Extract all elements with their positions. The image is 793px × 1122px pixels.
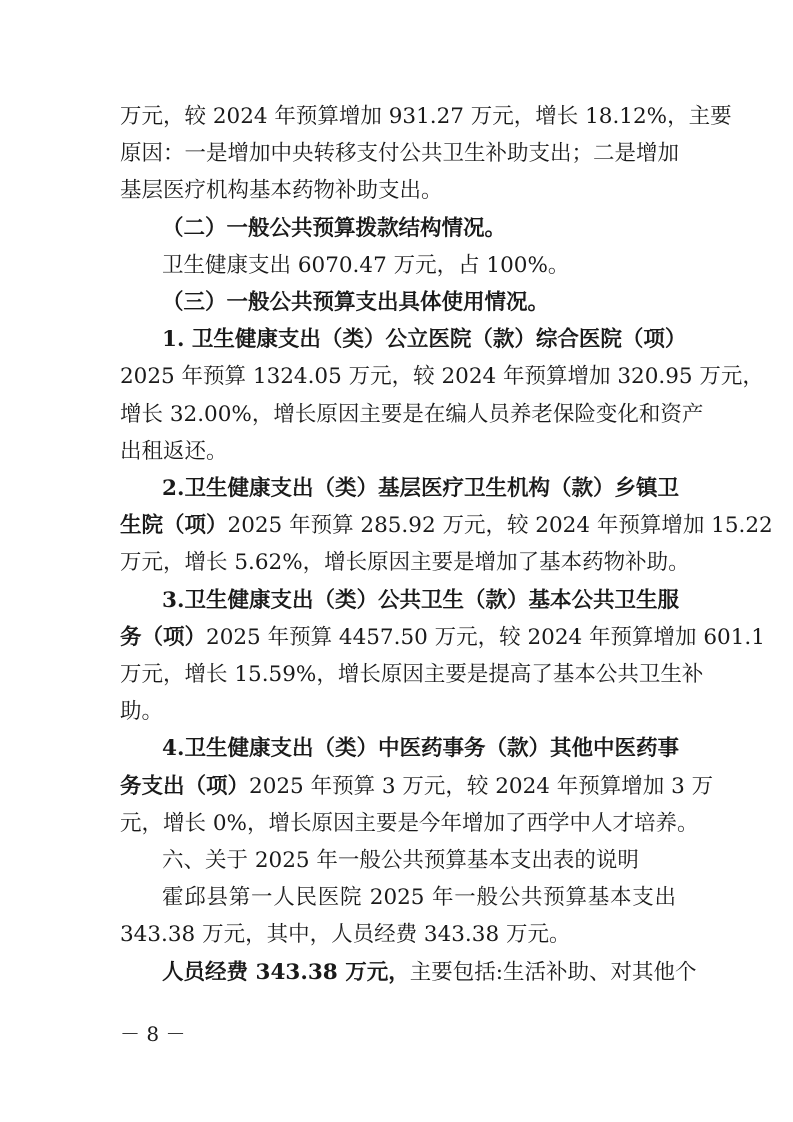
item-heading — [162, 321, 687, 358]
paragraph-line — [120, 768, 714, 805]
paragraph-line — [120, 396, 704, 433]
line-text: 2025 年预算 3 万元，较 2024 年预算增加 3 万 — [249, 773, 714, 799]
item-heading — [162, 470, 679, 507]
line-text: 万元，较 2024 年预算增加 931.27 万元，增长 18.12%，主要 — [120, 104, 732, 129]
paragraph-line — [120, 135, 680, 172]
line-text: 增长 32.00%，增长原因主要是在编人员养老保险变化和资产 — [120, 401, 704, 427]
line-text: 主要包括:生活补助、对其他个 — [409, 959, 697, 985]
section-heading — [162, 210, 676, 247]
paragraph-line — [162, 247, 676, 284]
inline-bold: 务支出（项） — [120, 773, 250, 799]
paragraph-line — [162, 954, 697, 991]
line-text: 2025 年预算 285.92 万元，较 2024 年预算增加 15.22 — [227, 513, 773, 539]
paragraph-line — [120, 693, 676, 730]
paragraph-line — [120, 358, 764, 395]
inline-bold: 人员经费 343.38 万元， — [162, 959, 410, 985]
heading-text: 1. 卫生健康支出（类）公立医院（款）综合医院（项） — [162, 327, 687, 353]
line-text: 出租返还。 — [120, 438, 228, 464]
paragraph-line — [120, 916, 676, 953]
line-text: 卫生健康支出 6070.47 万元，占 100%。 — [162, 252, 570, 278]
line-text: 基层医疗机构基本药物补助支出。 — [120, 178, 443, 204]
line-text: 万元，增长 15.59%，增长原因主要是提高了基本公共卫生补 — [120, 662, 704, 687]
section-heading — [162, 284, 676, 321]
paragraph-line — [162, 879, 676, 916]
section-heading — [162, 842, 676, 879]
heading-text: 4.卫生健康支出（类）中医药事务（款）其他中医药事 — [162, 736, 679, 762]
page-number: － 8 － — [120, 1022, 186, 1046]
inline-bold: 务（项） — [120, 624, 207, 650]
paragraph-line — [120, 433, 676, 470]
line-text: 六、关于 2025 年一般公共预算基本支出表的说明 — [162, 848, 639, 873]
inline-bold: 生院（项） — [120, 513, 228, 539]
item-heading — [162, 730, 679, 767]
line-text: 2025 年预算 4457.50 万元，较 2024 年预算增加 601.1 — [206, 624, 765, 650]
paragraph-line — [120, 619, 765, 656]
paragraph-line — [120, 544, 690, 581]
paragraph-line — [120, 98, 732, 135]
heading-text: （三）一般公共预算支出具体使用情况。 — [162, 290, 550, 315]
paragraph-line — [120, 172, 676, 209]
paragraph-line — [120, 656, 704, 693]
line-text: 2025 年预算 1324.05 万元，较 2024 年预算增加 320.95 万元， — [120, 364, 764, 390]
line-text: 原因：一是增加中央转移支付公共卫生补助支出；二是增加 — [120, 141, 680, 167]
line-text: 元，增长 0%，增长原因主要是今年增加了西学中人才培养。 — [120, 810, 699, 836]
heading-text: 2.卫生健康支出（类）基层医疗卫生机构（款）乡镇卫 — [162, 476, 679, 501]
paragraph-line — [120, 805, 699, 842]
paragraph-line — [120, 507, 773, 544]
item-heading — [162, 582, 679, 619]
line-text: 霍邱县第一人民医院 2025 年一般公共预算基本支出 — [162, 885, 676, 911]
line-text: 343.38 万元，其中，人员经费 343.38 万元。 — [120, 922, 571, 948]
line-text: 万元，增长 5.62%，增长原因主要是增加了基本药物补助。 — [120, 550, 690, 576]
heading-text: 3.卫生健康支出（类）公共卫生（款）基本公共卫生服 — [162, 587, 679, 613]
heading-text: （二）一般公共预算拨款结构情况。 — [162, 215, 507, 241]
line-text: 助。 — [120, 699, 164, 725]
